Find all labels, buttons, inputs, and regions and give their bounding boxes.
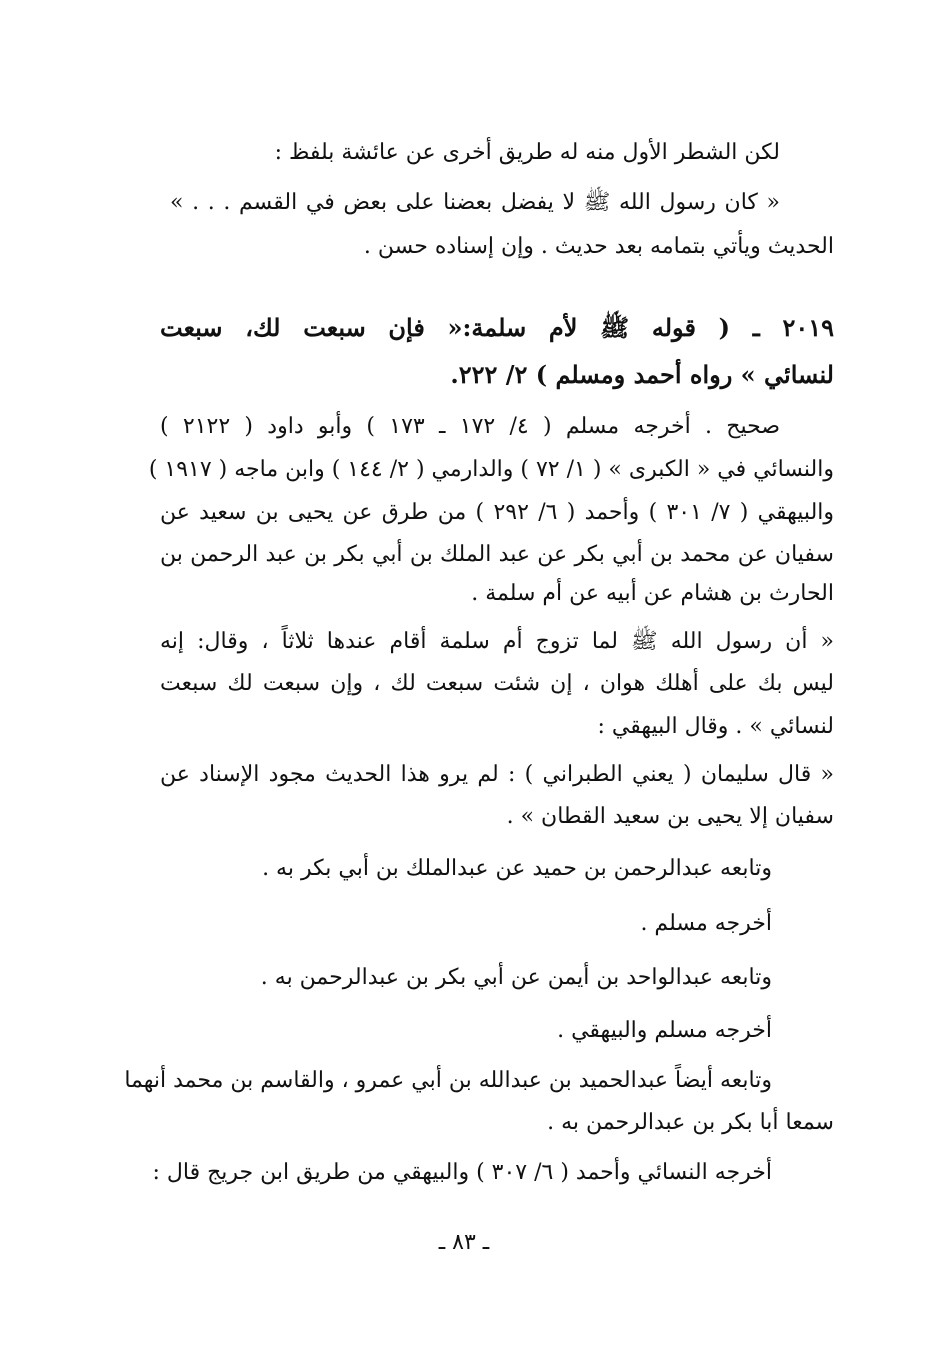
hadith-heading-line-2: لنسائي » رواه أحمد ومسلم ) ٢/ ٢٢٢. xyxy=(450,360,834,389)
text-line-22: أخرجه النسائي وأحمد ( ٦/ ٣٠٧ ) والبيهقي من طريق ابن جريج قال : xyxy=(152,1160,772,1185)
text-line-21: سمعا أبا بكر بن عبدالرحمن به . xyxy=(547,1110,834,1135)
text-line-1: لكن الشطر الأول منه له طريق أخرى عن عائشة بلفظ : xyxy=(274,140,780,165)
text-line-14: « قال سليمان ( يعني الطبراني ) : لم يرو هذا الحديث مجود الإسناد عن xyxy=(160,762,834,787)
text-line-8: والبيهقي ( ٧/ ٣٠١ ) وأحمد ( ٦/ ٢٩٢ ) من طرق عن يحيى بن سعيد عن xyxy=(160,500,835,525)
text-line-19: أخرجه مسلم والبيهقي . xyxy=(557,1018,772,1043)
text-line-9: سفيان عن محمد بن أبي بكر عن عبد الملك بن أبي بكر بن عبد الرحمن بن xyxy=(160,542,834,567)
text-line-6: صحيح . أخرجه مسلم ( ٤/ ١٧٢ ـ ١٧٣ ) وأبو داود ( ٢١٢٢ ) xyxy=(160,414,781,439)
text-line-11: « أن رسول الله ﷺ لما تزوج أم سلمة أقام عندها ثلاثاً ، وقال: إنه xyxy=(160,629,834,654)
text-line-3: الحديث ويأتي بتمامه بعد حديث . وإن إسناده حسن . xyxy=(363,234,834,259)
hadith-heading-line-1: ٢٠١٩ ـ ( قوله ﷺ لأم سلمة:« فإن سبعت لك، سبعت xyxy=(160,313,835,342)
text-line-17: أخرجه مسلم . xyxy=(640,911,772,936)
text-line-16: وتابعه عبدالرحمن بن حميد عن عبدالملك بن أبي بكر به . xyxy=(262,856,772,881)
text-line-10: الحارث بن هشام عن أبيه عن أم سلمة . xyxy=(471,581,834,606)
text-line-12: ليس بك على أهلك هوان ، إن شئت سبعت لك ، وإن سبعت لك سبعت xyxy=(160,671,834,696)
page-number: ـ ٨٣ ـ xyxy=(438,1230,490,1255)
text-line-13: لنسائي » . وقال البيهقي : xyxy=(597,714,834,739)
text-line-7: والنسائي في « الكبرى » ( ١/ ٧٢ ) والدارمي ( ٢/ ١٤٤ ) وابن ماجه ( ١٩١٧ ) xyxy=(148,457,834,482)
text-line-15: سفيان إلا يحيى بن سعيد القطان » . xyxy=(506,804,834,829)
text-line-2: « كان رسول الله ﷺ لا يفضل بعضنا على بعض في القسم . . . » xyxy=(170,190,780,215)
text-line-18: وتابعه عبدالواحد بن أيمن عن أبي بكر بن عبدالرحمن به . xyxy=(260,965,772,990)
text-line-20: وتابعه أيضاً عبدالحميد بن عبدالله بن أبي عمرو ، والقاسم بن محمد أنهما xyxy=(124,1068,772,1093)
